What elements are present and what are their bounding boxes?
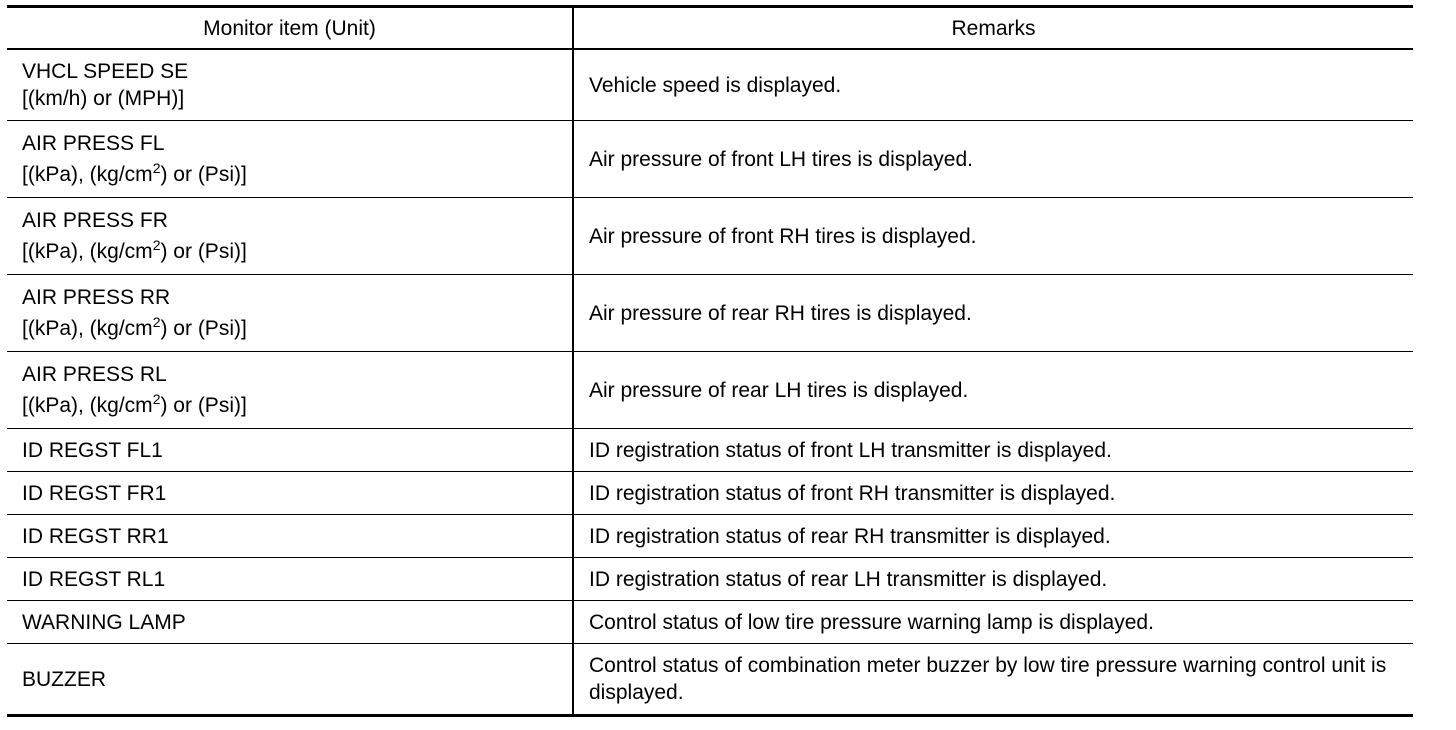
unit-exponent: 2 xyxy=(152,160,161,176)
monitor-item-name: AIR PRESS FL xyxy=(22,132,165,155)
monitor-item-unit xyxy=(22,238,558,265)
monitor-item-cell: ID REGST FL1 xyxy=(7,429,573,472)
unit-text: ) or (Psi)] xyxy=(160,317,247,340)
table-row xyxy=(7,644,1413,716)
remark-cell: ID registration status of rear LH transmitter is displayed. xyxy=(573,558,1413,601)
monitor-item-unit xyxy=(22,161,558,188)
monitor-item-cell: BUZZER xyxy=(7,644,573,716)
remark-cell: Air pressure of rear RH tires is displayed. xyxy=(573,275,1413,352)
monitor-item-name: AIR PRESS RR xyxy=(22,286,171,309)
table-row xyxy=(7,275,1413,352)
unit-text: ) or (Psi)] xyxy=(160,163,247,186)
remark-cell: Control status of combination meter buzzer by low tire pressure warning control unit is displayed. xyxy=(573,644,1413,716)
unit-exponent: 2 xyxy=(152,391,161,407)
remark-cell: Air pressure of front LH tires is displayed. xyxy=(573,121,1413,198)
table-row xyxy=(7,515,1413,558)
monitor-item-cell: WARNING LAMP xyxy=(7,601,573,644)
unit-text: ) or (Psi)] xyxy=(160,240,247,263)
table-row xyxy=(7,558,1413,601)
monitor-item-name: AIR PRESS RL xyxy=(22,363,167,386)
monitor-item-cell xyxy=(7,198,573,275)
table-row xyxy=(7,121,1413,198)
table-row xyxy=(7,601,1413,644)
table-row xyxy=(7,352,1413,429)
unit-exponent: 2 xyxy=(152,237,161,253)
monitor-item-name: AIR PRESS FR xyxy=(22,209,168,232)
unit-text: [(kPa), (kg/cm xyxy=(22,163,153,186)
monitor-item-unit xyxy=(22,315,558,342)
table-header-row xyxy=(7,7,1413,50)
unit-text: ) or (Psi)] xyxy=(160,394,247,417)
header-remarks: Remarks xyxy=(573,7,1413,50)
remark-cell: ID registration status of front LH transmitter is displayed. xyxy=(573,429,1413,472)
monitor-item-unit xyxy=(22,392,558,419)
monitor-item-cell: ID REGST FR1 xyxy=(7,472,573,515)
monitor-item-cell: ID REGST RR1 xyxy=(7,515,573,558)
table-row xyxy=(7,49,1413,121)
unit-text: [(kPa), (kg/cm xyxy=(22,240,153,263)
table-row xyxy=(7,429,1413,472)
remark-cell: Control status of low tire pressure warning lamp is displayed. xyxy=(573,601,1413,644)
table-row xyxy=(7,198,1413,275)
monitor-table-container xyxy=(7,5,1413,717)
remark-cell: ID registration status of front RH transmitter is displayed. xyxy=(573,472,1413,515)
unit-text: [(kPa), (kg/cm xyxy=(22,394,153,417)
monitor-item-cell xyxy=(7,121,573,198)
monitor-item-cell xyxy=(7,49,573,121)
unit-text: [(kPa), (kg/cm xyxy=(22,317,153,340)
unit-exponent: 2 xyxy=(152,314,161,330)
remark-cell: ID registration status of rear RH transmitter is displayed. xyxy=(573,515,1413,558)
monitor-item-cell xyxy=(7,275,573,352)
remark-cell: Air pressure of front RH tires is displayed. xyxy=(573,198,1413,275)
monitor-item-cell xyxy=(7,352,573,429)
remark-cell: Air pressure of rear LH tires is displayed. xyxy=(573,352,1413,429)
monitor-items-table xyxy=(7,5,1413,717)
remark-cell: Vehicle speed is displayed. xyxy=(573,49,1413,121)
table-row xyxy=(7,472,1413,515)
header-monitor-item: Monitor item (Unit) xyxy=(7,7,573,50)
monitor-item-name: VHCL SPEED SE xyxy=(22,60,189,83)
monitor-item-unit: [(km/h) or (MPH)] xyxy=(22,87,185,110)
monitor-item-cell: ID REGST RL1 xyxy=(7,558,573,601)
